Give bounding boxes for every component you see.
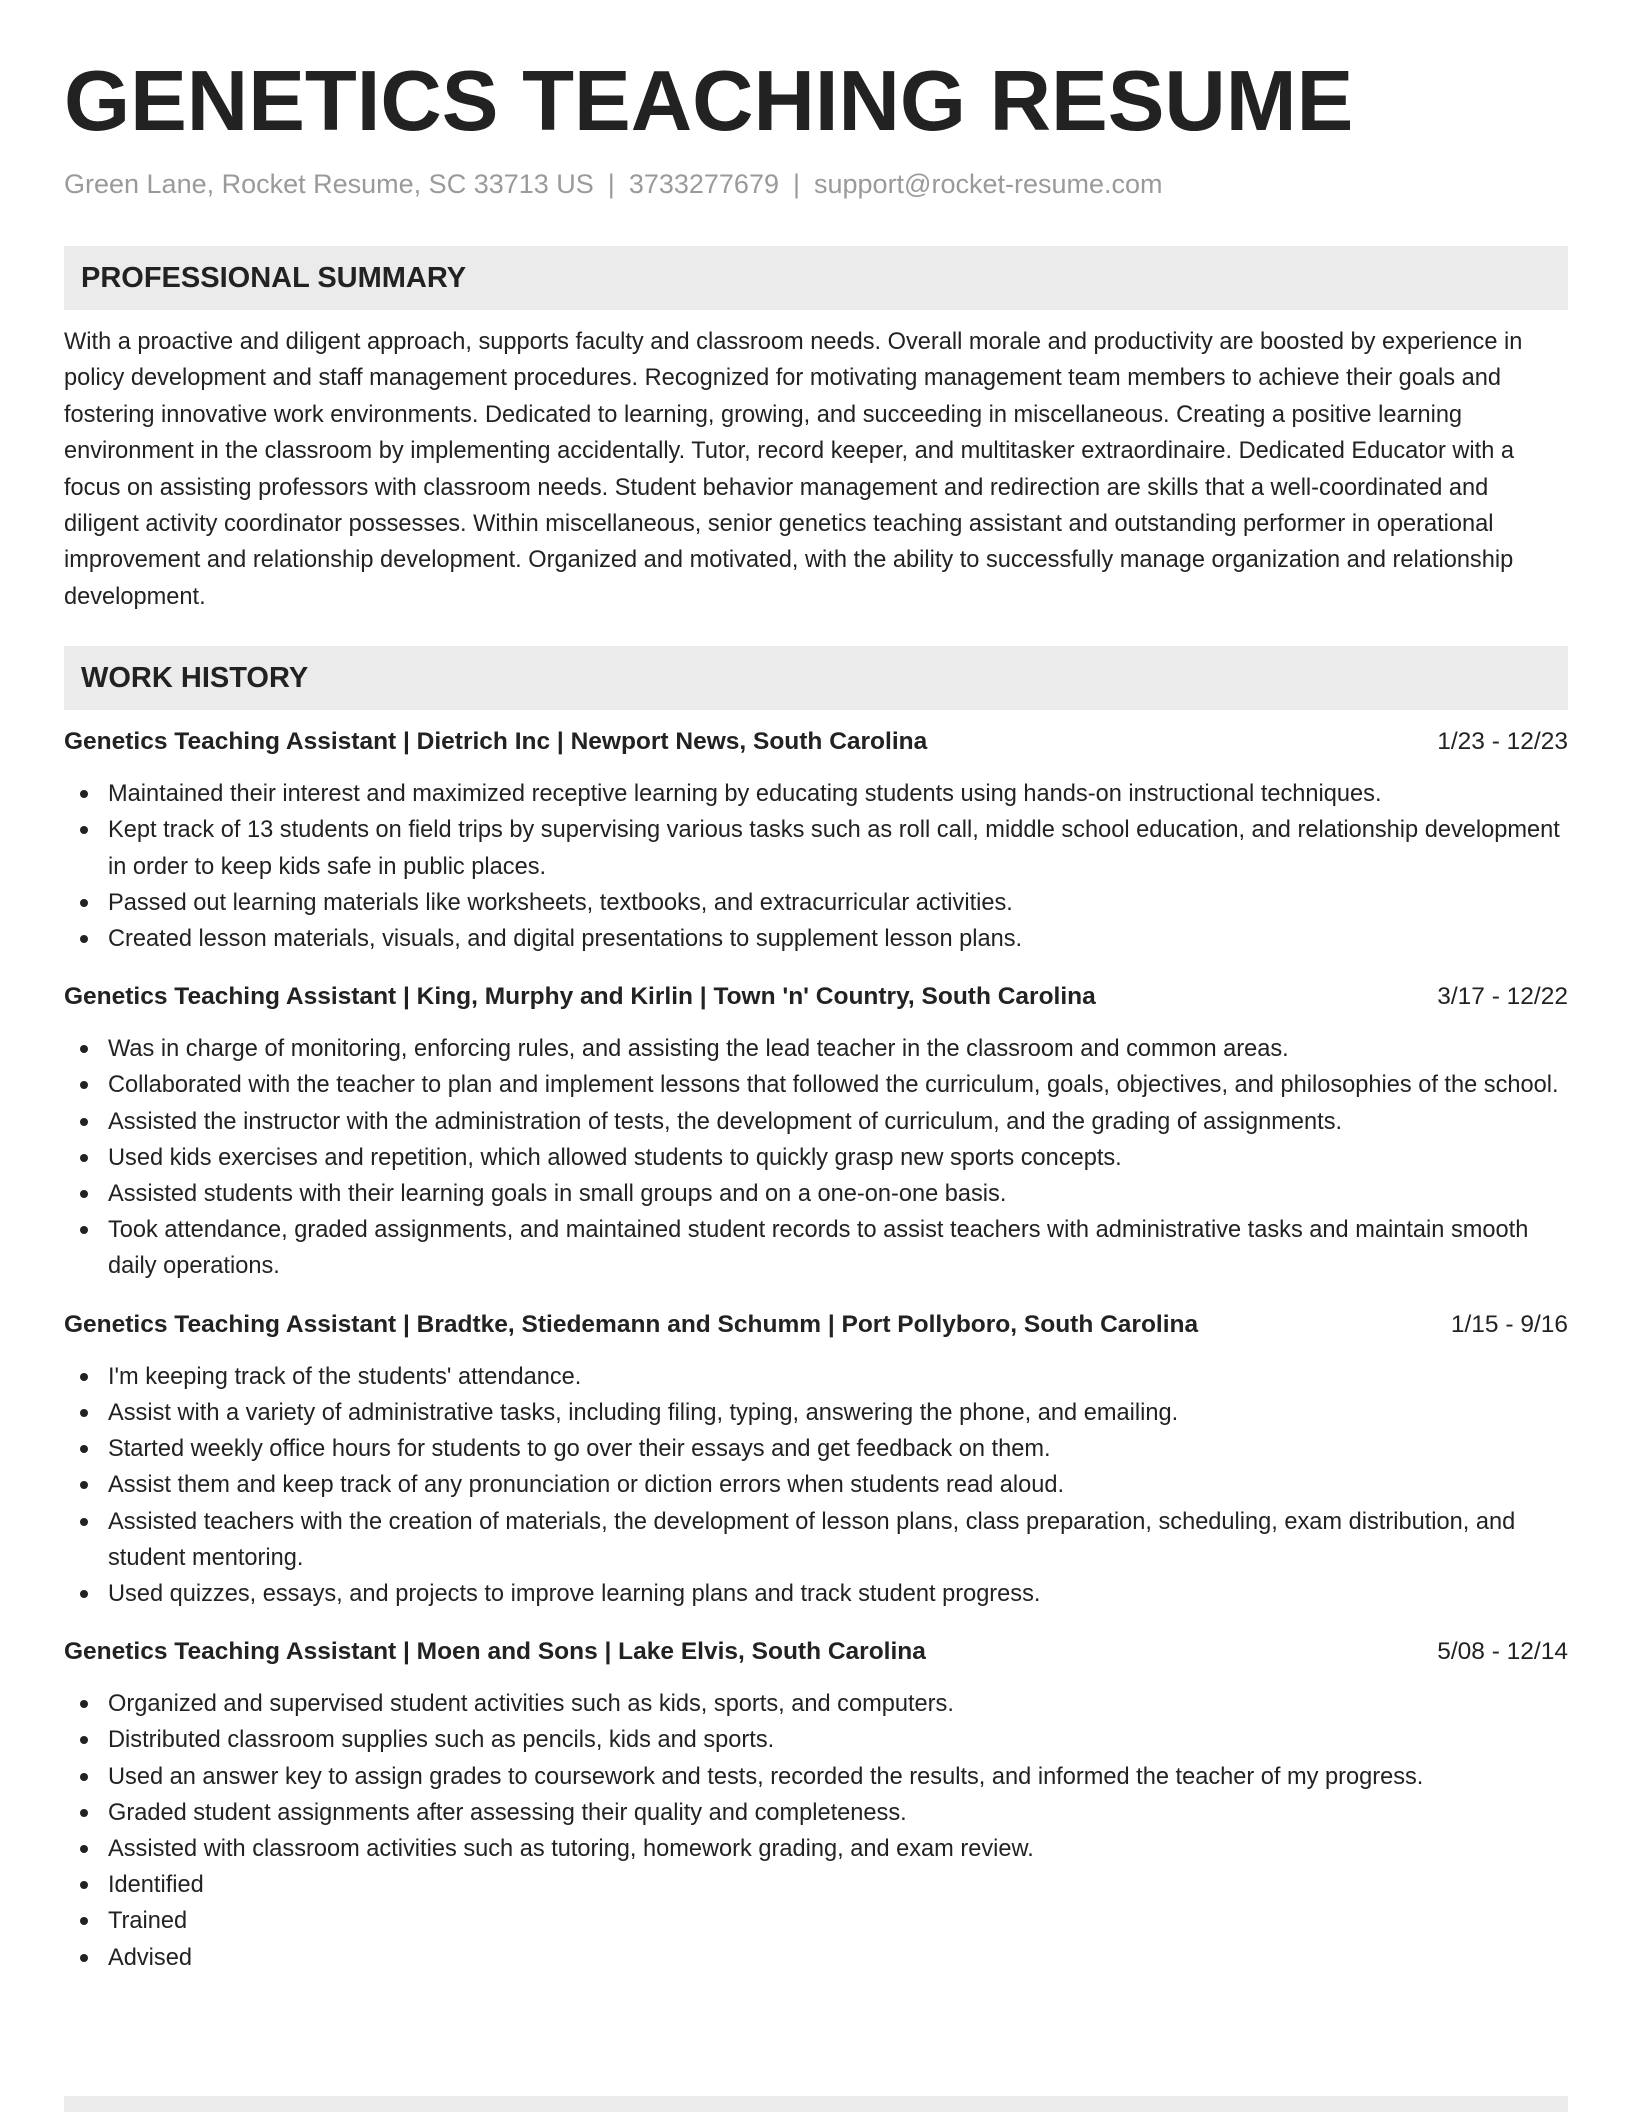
resume-page	[64, 52, 1568, 1976]
work-history-heading: WORK HISTORY	[64, 646, 1568, 710]
bullet-dot-icon	[80, 935, 88, 943]
job-bullet-text: Assist them and keep track of any pronunciation or diction errors when students read aloud.	[108, 1472, 1065, 1499]
job-bullet-text: Passed out learning materials like worksheets, textbooks, and extracurricular activities.	[108, 889, 1013, 916]
job-header	[64, 1634, 1568, 1670]
job-bullet-list	[64, 776, 1568, 957]
job-bullet	[108, 1831, 1568, 1867]
job-bullet-text: Used kids exercises and repetition, which allowed students to quickly grasp new sports concepts.	[108, 1144, 1122, 1171]
bullet-dot-icon	[80, 1845, 88, 1853]
contact-line	[64, 166, 1568, 202]
job-bullet-text: I'm keeping track of the students' attendance.	[108, 1363, 582, 1390]
contact-separator: |	[792, 169, 800, 199]
job-bullet-text: Kept track of 13 students on field trips by supervising various tasks such as roll call, middle school education, and relationship development in order to keep kids safe in public places.	[108, 817, 1560, 880]
bullet-dot-icon	[80, 1373, 88, 1381]
job-bullet	[108, 1176, 1568, 1212]
job-bullet	[108, 1067, 1568, 1103]
bullet-dot-icon	[80, 1736, 88, 1744]
contact-separator: |	[607, 169, 615, 199]
bullet-dot-icon	[80, 1481, 88, 1489]
bullet-dot-icon	[80, 1154, 88, 1162]
job-dates: 1/23 - 12/23	[1437, 728, 1568, 756]
job-title: Genetics Teaching Assistant | Moen and Sons | Lake Elvis, South Carolina	[64, 1638, 926, 1666]
summary-heading: PROFESSIONAL SUMMARY	[64, 246, 1568, 310]
job-bullet-text: Assisted students with their learning goals in small groups and on a one-on-one basis.	[108, 1181, 1007, 1208]
job-bullet-list	[64, 1359, 1568, 1612]
job-bullet	[108, 1504, 1568, 1576]
bullet-dot-icon	[80, 1773, 88, 1781]
job-bullet	[108, 1903, 1568, 1939]
job-bullet	[108, 1759, 1568, 1795]
next-section-band	[64, 2096, 1568, 2112]
bullet-dot-icon	[80, 1954, 88, 1962]
job-entry	[64, 979, 1568, 1284]
job-bullet	[108, 1395, 1568, 1431]
job-header	[64, 979, 1568, 1015]
bullet-dot-icon	[80, 1409, 88, 1417]
bullet-dot-icon	[80, 1190, 88, 1198]
job-bullet	[108, 812, 1568, 884]
job-title: Genetics Teaching Assistant | Dietrich Inc | Newport News, South Carolina	[64, 728, 928, 756]
job-entry	[64, 724, 1568, 957]
job-dates: 3/17 - 12/22	[1437, 983, 1568, 1011]
job-bullet	[108, 921, 1568, 957]
job-header	[64, 724, 1568, 760]
bullet-dot-icon	[80, 1590, 88, 1598]
job-bullet	[108, 1686, 1568, 1722]
job-bullet-text: Assisted teachers with the creation of materials, the development of lesson plans, class preparation, scheduling, exam distribution, and student mentoring.	[108, 1508, 1516, 1571]
job-bullet-text: Was in charge of monitoring, enforcing rules, and assisting the lead teacher in the classroom and common areas.	[108, 1036, 1289, 1063]
job-bullet	[108, 1467, 1568, 1503]
job-bullet-text: Used an answer key to assign grades to coursework and tests, recorded the results, and informed the teacher of my progress.	[108, 1763, 1424, 1790]
contact-email: support@rocket-resume.com	[814, 169, 1163, 199]
job-bullet	[108, 1104, 1568, 1140]
job-bullet-text: Assisted the instructor with the administration of tests, the development of curriculum, and the grading of assignments.	[108, 1108, 1343, 1135]
bullet-dot-icon	[80, 1809, 88, 1817]
job-title: Genetics Teaching Assistant | Bradtke, Stiedemann and Schumm | Port Pollyboro, South Carolina	[64, 1310, 1199, 1338]
job-bullet-text: Distributed classroom supplies such as pencils, kids and sports.	[108, 1727, 775, 1754]
bullet-dot-icon	[80, 1081, 88, 1089]
job-bullet	[108, 1140, 1568, 1176]
job-bullet-text: Graded student assignments after assessing their quality and completeness.	[108, 1799, 907, 1826]
job-bullet-text: Advised	[108, 1944, 192, 1971]
job-bullet-text: Created lesson materials, visuals, and digital presentations to supplement lesson plans.	[108, 926, 1023, 953]
job-bullet	[108, 776, 1568, 812]
job-dates: 1/15 - 9/16	[1450, 1310, 1568, 1338]
bullet-dot-icon	[80, 1700, 88, 1708]
job-bullet	[108, 1940, 1568, 1976]
job-bullet	[108, 1576, 1568, 1612]
job-bullet	[108, 1031, 1568, 1067]
bullet-dot-icon	[80, 1045, 88, 1053]
job-dates: 5/08 - 12/14	[1437, 1638, 1568, 1666]
job-bullet	[108, 1867, 1568, 1903]
job-bullet-list	[64, 1686, 1568, 1976]
job-bullet	[108, 1212, 1568, 1284]
job-bullet-text: Assist with a variety of administrative tasks, including filing, typing, answering the phone, and emailing.	[108, 1399, 1179, 1426]
job-bullet-text: Took attendance, graded assignments, and maintained student records to assist teachers with administrative tasks and maintain smooth daily operations.	[108, 1217, 1529, 1280]
job-bullet-text: Identified	[108, 1872, 204, 1899]
job-bullet-text: Started weekly office hours for students to go over their essays and get feedback on them.	[108, 1436, 1051, 1463]
job-title: Genetics Teaching Assistant | King, Murphy and Kirlin | Town 'n' Country, South Carolina	[64, 983, 1096, 1011]
bullet-dot-icon	[80, 1445, 88, 1453]
job-bullet-text: Organized and supervised student activities such as kids, sports, and computers.	[108, 1691, 954, 1718]
job-bullet-text: Used quizzes, essays, and projects to improve learning plans and track student progress.	[108, 1580, 1041, 1607]
bullet-dot-icon	[80, 899, 88, 907]
job-entry	[64, 1634, 1568, 1976]
bullet-dot-icon	[80, 1226, 88, 1234]
summary-text: With a proactive and diligent approach, supports faculty and classroom needs. Overall morale and productivity are boosted by experience in policy development and staff management procedures. Recognized for motivating management team members to achieve their goals and fostering innovative work environments. Dedicated to learning, growing, and succeeding in miscellaneous. Creating a positive learning environment in the classroom by implementing accidentally. Tutor, record keeper, and multitasker extraordinaire. Dedicated Educator with a focus on assisting professors with classroom needs. Student behavior management and redirection are skills that a well-coordinated and diligent activity coordinator possesses. Within miscellaneous, senior genetics teaching assistant and outstanding performer in operational improvement and relationship development. Organized and motivated, with the ability to successfully manage organization and relationship development.	[64, 329, 1523, 610]
job-bullet	[108, 1795, 1568, 1831]
job-entry	[64, 1307, 1568, 1612]
bullet-dot-icon	[80, 1518, 88, 1526]
job-bullet	[108, 885, 1568, 921]
job-bullet	[108, 1722, 1568, 1758]
job-bullet-text: Trained	[108, 1908, 188, 1935]
work-history-list	[64, 724, 1568, 1975]
job-bullet-text: Assisted with classroom activities such as tutoring, homework grading, and exam review.	[108, 1835, 1034, 1862]
contact-address: Green Lane, Rocket Resume, SC 33713 US	[64, 169, 594, 199]
job-bullet	[108, 1431, 1568, 1467]
job-bullet	[108, 1359, 1568, 1395]
job-bullet-list	[64, 1031, 1568, 1284]
resume-title: GENETICS TEACHING RESUME	[64, 54, 1354, 149]
bullet-dot-icon	[80, 826, 88, 834]
bullet-dot-icon	[80, 790, 88, 798]
bullet-dot-icon	[80, 1118, 88, 1126]
job-bullet-text: Maintained their interest and maximized receptive learning by educating students using hands-on instructional techniques.	[108, 781, 1382, 808]
bullet-dot-icon	[80, 1881, 88, 1889]
contact-phone: 3733277679	[628, 169, 779, 199]
job-bullet-text: Collaborated with the teacher to plan and implement lessons that followed the curriculum, goals, objectives, and philosophies of the school.	[108, 1072, 1559, 1099]
job-header	[64, 1307, 1568, 1343]
bullet-dot-icon	[80, 1917, 88, 1925]
